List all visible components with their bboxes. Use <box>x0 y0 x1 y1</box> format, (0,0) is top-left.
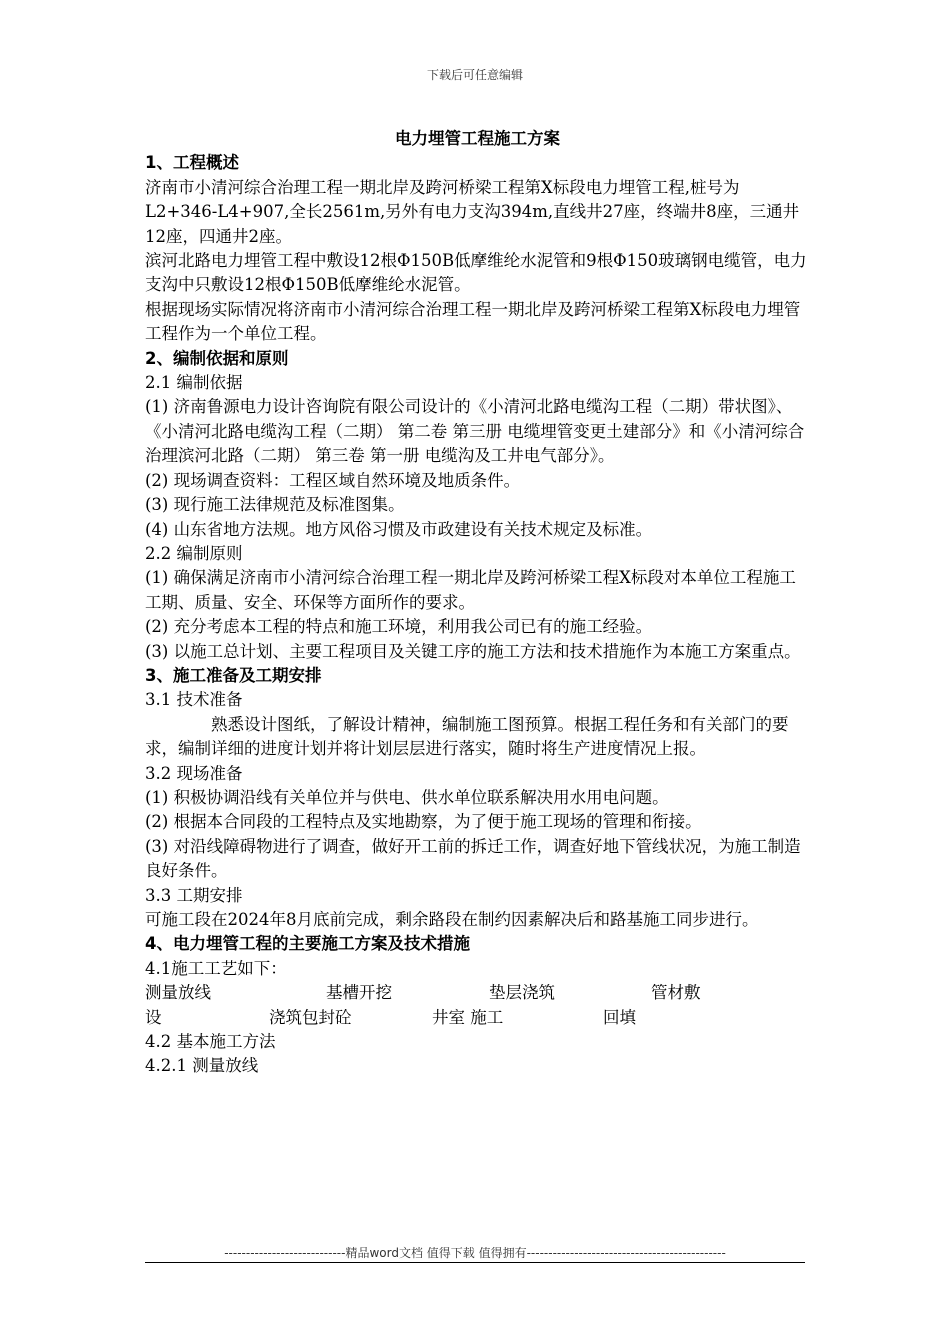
section-3-1-heading: 3.1 技术准备 <box>145 690 243 710</box>
section-2-heading: 2、编制依据和原则 <box>145 348 289 368</box>
principle-item-3: (3) 以施工总计划、主要工程项目及关键工序的施工方法和技术措施作为本施工方案重点。 <box>145 641 801 661</box>
principle-item-1: (1) 确保满足济南市小清河综合治理工程一期北岸及跨河桥梁工程X标段对本单位工程施工工期、质量、安全、环保等方面所作的要求。 <box>145 568 796 612</box>
flow-step-encasement: 浇筑包封砼 <box>269 1007 352 1027</box>
section-4-2-1-heading: 4.2.1 测量放线 <box>145 1056 259 1076</box>
basis-item-1: (1) 济南鲁源电力设计咨询院有限公司设计的《小清河北路电缆沟工程（二期）带状图》、《小清河北路电缆沟工程（二期） 第二卷 第三册 电缆埋管变更土建部分》和《小清河综合治理滨河北路（二期） 第三卷 第一册 电缆沟及工井电气部分》。 <box>145 397 805 466</box>
flow-step-pipe-laying: 管材敷 <box>651 983 701 1003</box>
section-3-3-heading: 3.3 工期安排 <box>145 885 243 905</box>
header-note: 下载后可任意编辑 <box>426 68 523 82</box>
tech-prep-paragraph: 熟悉设计图纸，了解设计精神，编制施工图预算。根据工程任务和有关部门的要求，编制详细的进度计划并将计划层层进行落实，随时将生产进度情况上报。 <box>145 714 789 759</box>
flow-step-pipe-laying-cont: 设 <box>145 1007 162 1027</box>
section-4-1-heading: 4.1施工工艺如下： <box>145 958 287 978</box>
section-4-heading: 4、电力埋管工程的主要施工方案及技术措施 <box>145 934 470 954</box>
section-3-heading: 3、施工准备及工期安排 <box>145 665 322 685</box>
principle-item-2: (2) 充分考虑本工程的特点和施工环境，利用我公司已有的施工经验。 <box>145 617 653 637</box>
section-1-paragraph-1: 济南市小清河综合治理工程一期北岸及跨河桥梁工程第X标段电力埋管工程,桩号为L2+346-L4+907,全长2561m,另外有电力支沟394m,直线井27座，终端井8座，三通井12座，四通井2座。 <box>145 177 800 246</box>
basis-item-4: (4) 山东省地方法规。地方风俗习惯及市政建设有关技术规定及标准。 <box>145 519 653 539</box>
section-2-1-heading: 2.1 编制依据 <box>145 373 243 393</box>
section-1-paragraph-3: 根据现场实际情况将济南市小清河综合治理工程一期北岸及跨河桥梁工程第X标段电力埋管工程作为一个单位工程。 <box>145 299 801 344</box>
section-3-2-heading: 3.2 现场准备 <box>145 763 243 783</box>
process-flow-row-2 <box>145 1006 810 1030</box>
flow-step-manhole: 井室 施工 <box>432 1007 504 1027</box>
schedule-paragraph: 可施工段在2024年8月底前完成，剩余路段在制约因素解决后和路基施工同步进行。 <box>145 910 759 929</box>
footer-note: ----------------------------精品word文档 值得下载 值得拥有---------------------------------------------- <box>224 1246 726 1260</box>
site-prep-item-3: (3) 对沿线障碍物进行了调查，做好开工前的拆迁工作，调查好地下管线状况，为施工制造良好条件。 <box>145 836 801 881</box>
section-1-paragraph-2: 滨河北路电力埋管工程中敷设12根Φ150B低摩维纶水泥管和9根Φ150玻璃钢电缆管，电力支沟中只敷设12根Φ150B低摩维纶水泥管。 <box>145 251 807 295</box>
site-prep-item-1: (1) 积极协调沿线有关单位并与供电、供水单位联系解决用水用电问题。 <box>145 787 669 807</box>
site-prep-item-2: (2) 根据本合同段的工程特点及实地勘察，为了便于施工现场的管理和衔接。 <box>145 812 702 832</box>
document-body <box>145 127 810 1079</box>
flow-step-trench: 基槽开挖 <box>326 983 392 1003</box>
flow-step-bedding: 垫层浇筑 <box>489 983 555 1003</box>
section-1-heading: 1、工程概述 <box>145 153 239 173</box>
footer-divider <box>145 1262 805 1263</box>
basis-item-3: (3) 现行施工法律规范及标准图集。 <box>145 495 405 515</box>
process-flow-row-1 <box>145 981 810 1005</box>
document-title: 电力埋管工程施工方案 <box>395 129 560 148</box>
section-2-2-heading: 2.2 编制原则 <box>145 543 243 563</box>
basis-item-2: (2) 现场调查资料：工程区域自然环境及地质条件。 <box>145 470 521 490</box>
section-4-2-heading: 4.2 基本施工方法 <box>145 1032 276 1052</box>
flow-step-backfill: 回填 <box>603 1007 636 1027</box>
flow-step-survey: 测量放线 <box>145 983 211 1003</box>
